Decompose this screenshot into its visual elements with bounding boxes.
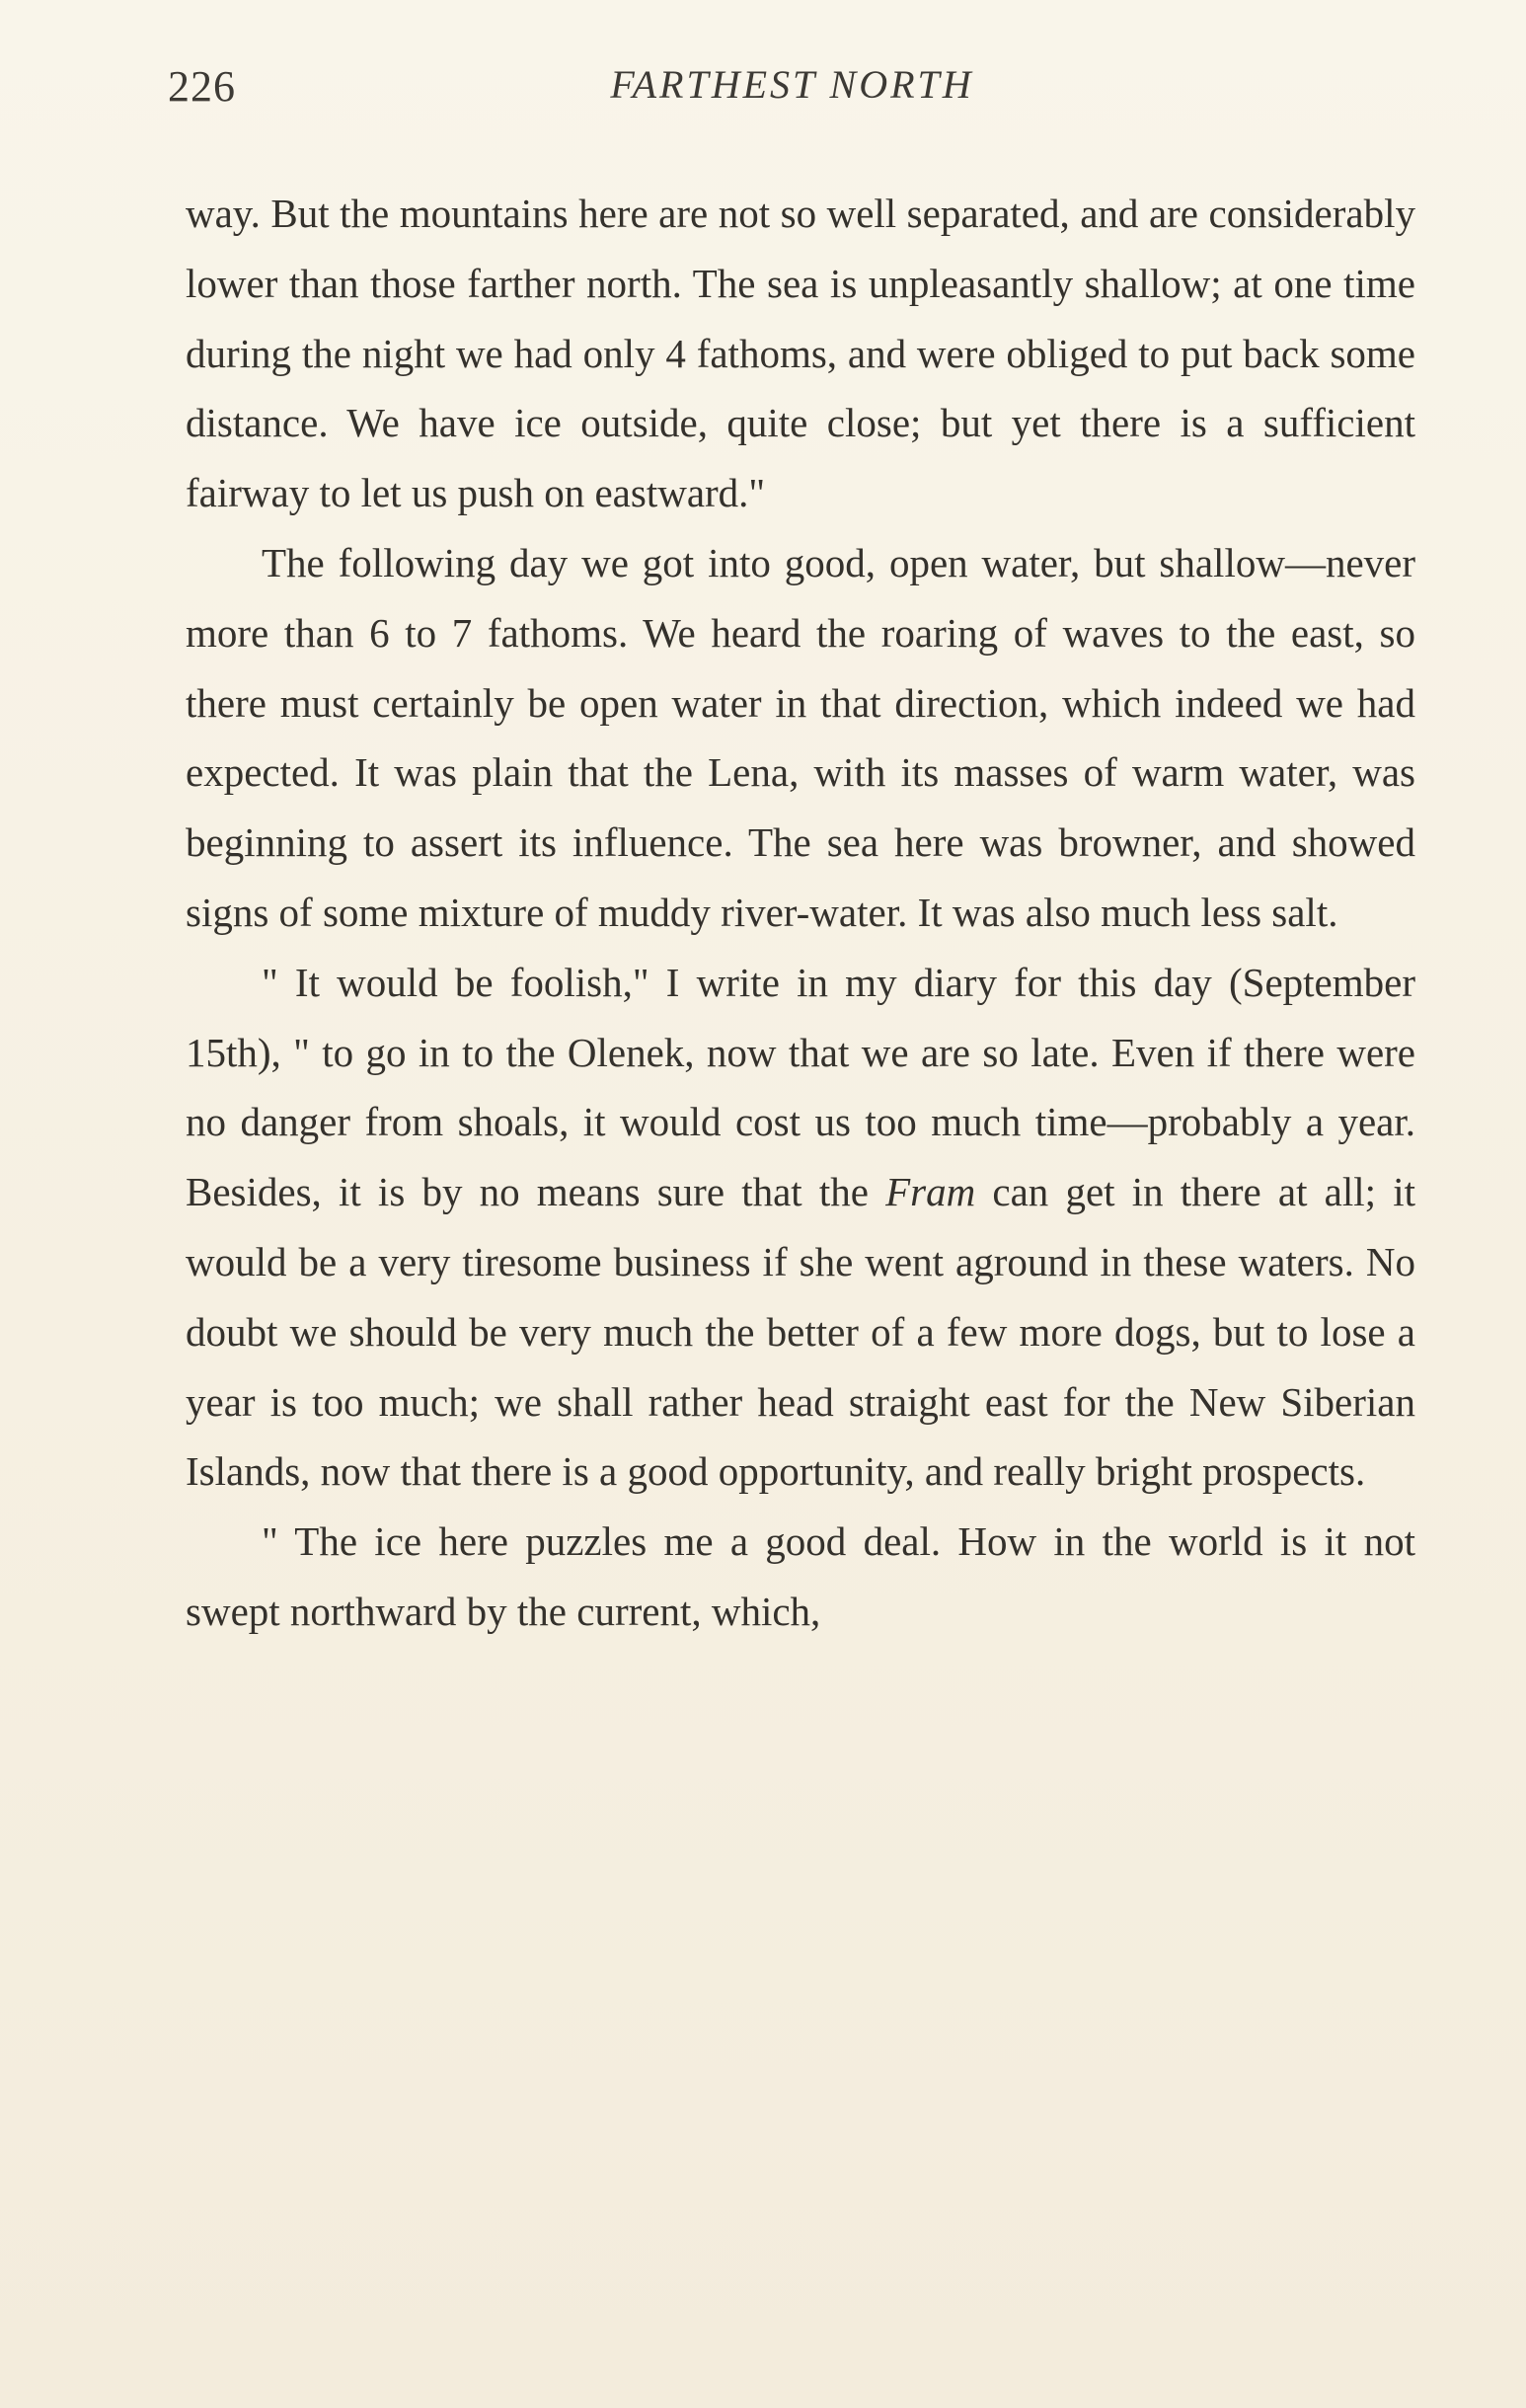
paragraph-3 bbox=[186, 948, 1415, 1507]
body-text bbox=[186, 179, 1415, 1647]
running-title: FARTHEST NORTH bbox=[610, 62, 974, 107]
paragraph-1: way. But the mountains here are not so well separated, and are considerably lower than those farther north. The sea is unpleasantly shallow; at one time during the night we had only 4 fathoms, and were obliged to put back some distance. We have ice outside, quite close; but yet there is a sufficient fairway to let us push on eastward." bbox=[186, 191, 1415, 516]
paragraph-4: " The ice here puzzles me a good deal. How in the world is it not swept northward by the current, which, bbox=[186, 1518, 1415, 1634]
paragraph-3-text-start: " It would be foolish," I write in my diary for this day (September 15th), " to go in to the Olenek, now that we are so late. Even if there were no danger from shoals, it would cost us too much time—probably a year. Besides, it is by no means sure that the bbox=[186, 959, 1415, 1215]
ship-name-fram: Fram bbox=[885, 1169, 976, 1215]
paragraph-3-text-end: can get in there at all; it would be a very tiresome business if she went aground in these waters. No doubt we should be very much the better of a few more dogs, but to lose a year is too much; we shall rather head straight east for the New Siberian Islands, now that there is a good opportunity, and really bright prospects. bbox=[186, 1169, 1415, 1495]
running-head bbox=[168, 61, 1416, 120]
paragraph-2: The following day we got into good, open water, but shallow—never more than 6 to 7 fathoms. We heard the roaring of waves to the east, so there must certainly be open water in that direction, which indeed we had expected. It was plain that the Lena, with its masses of warm water, was beginning to assert its influence. The sea here was browner, and showed signs of some mixture of muddy river-water. It was also much less salt. bbox=[186, 539, 1415, 935]
page-number: 226 bbox=[168, 62, 236, 111]
